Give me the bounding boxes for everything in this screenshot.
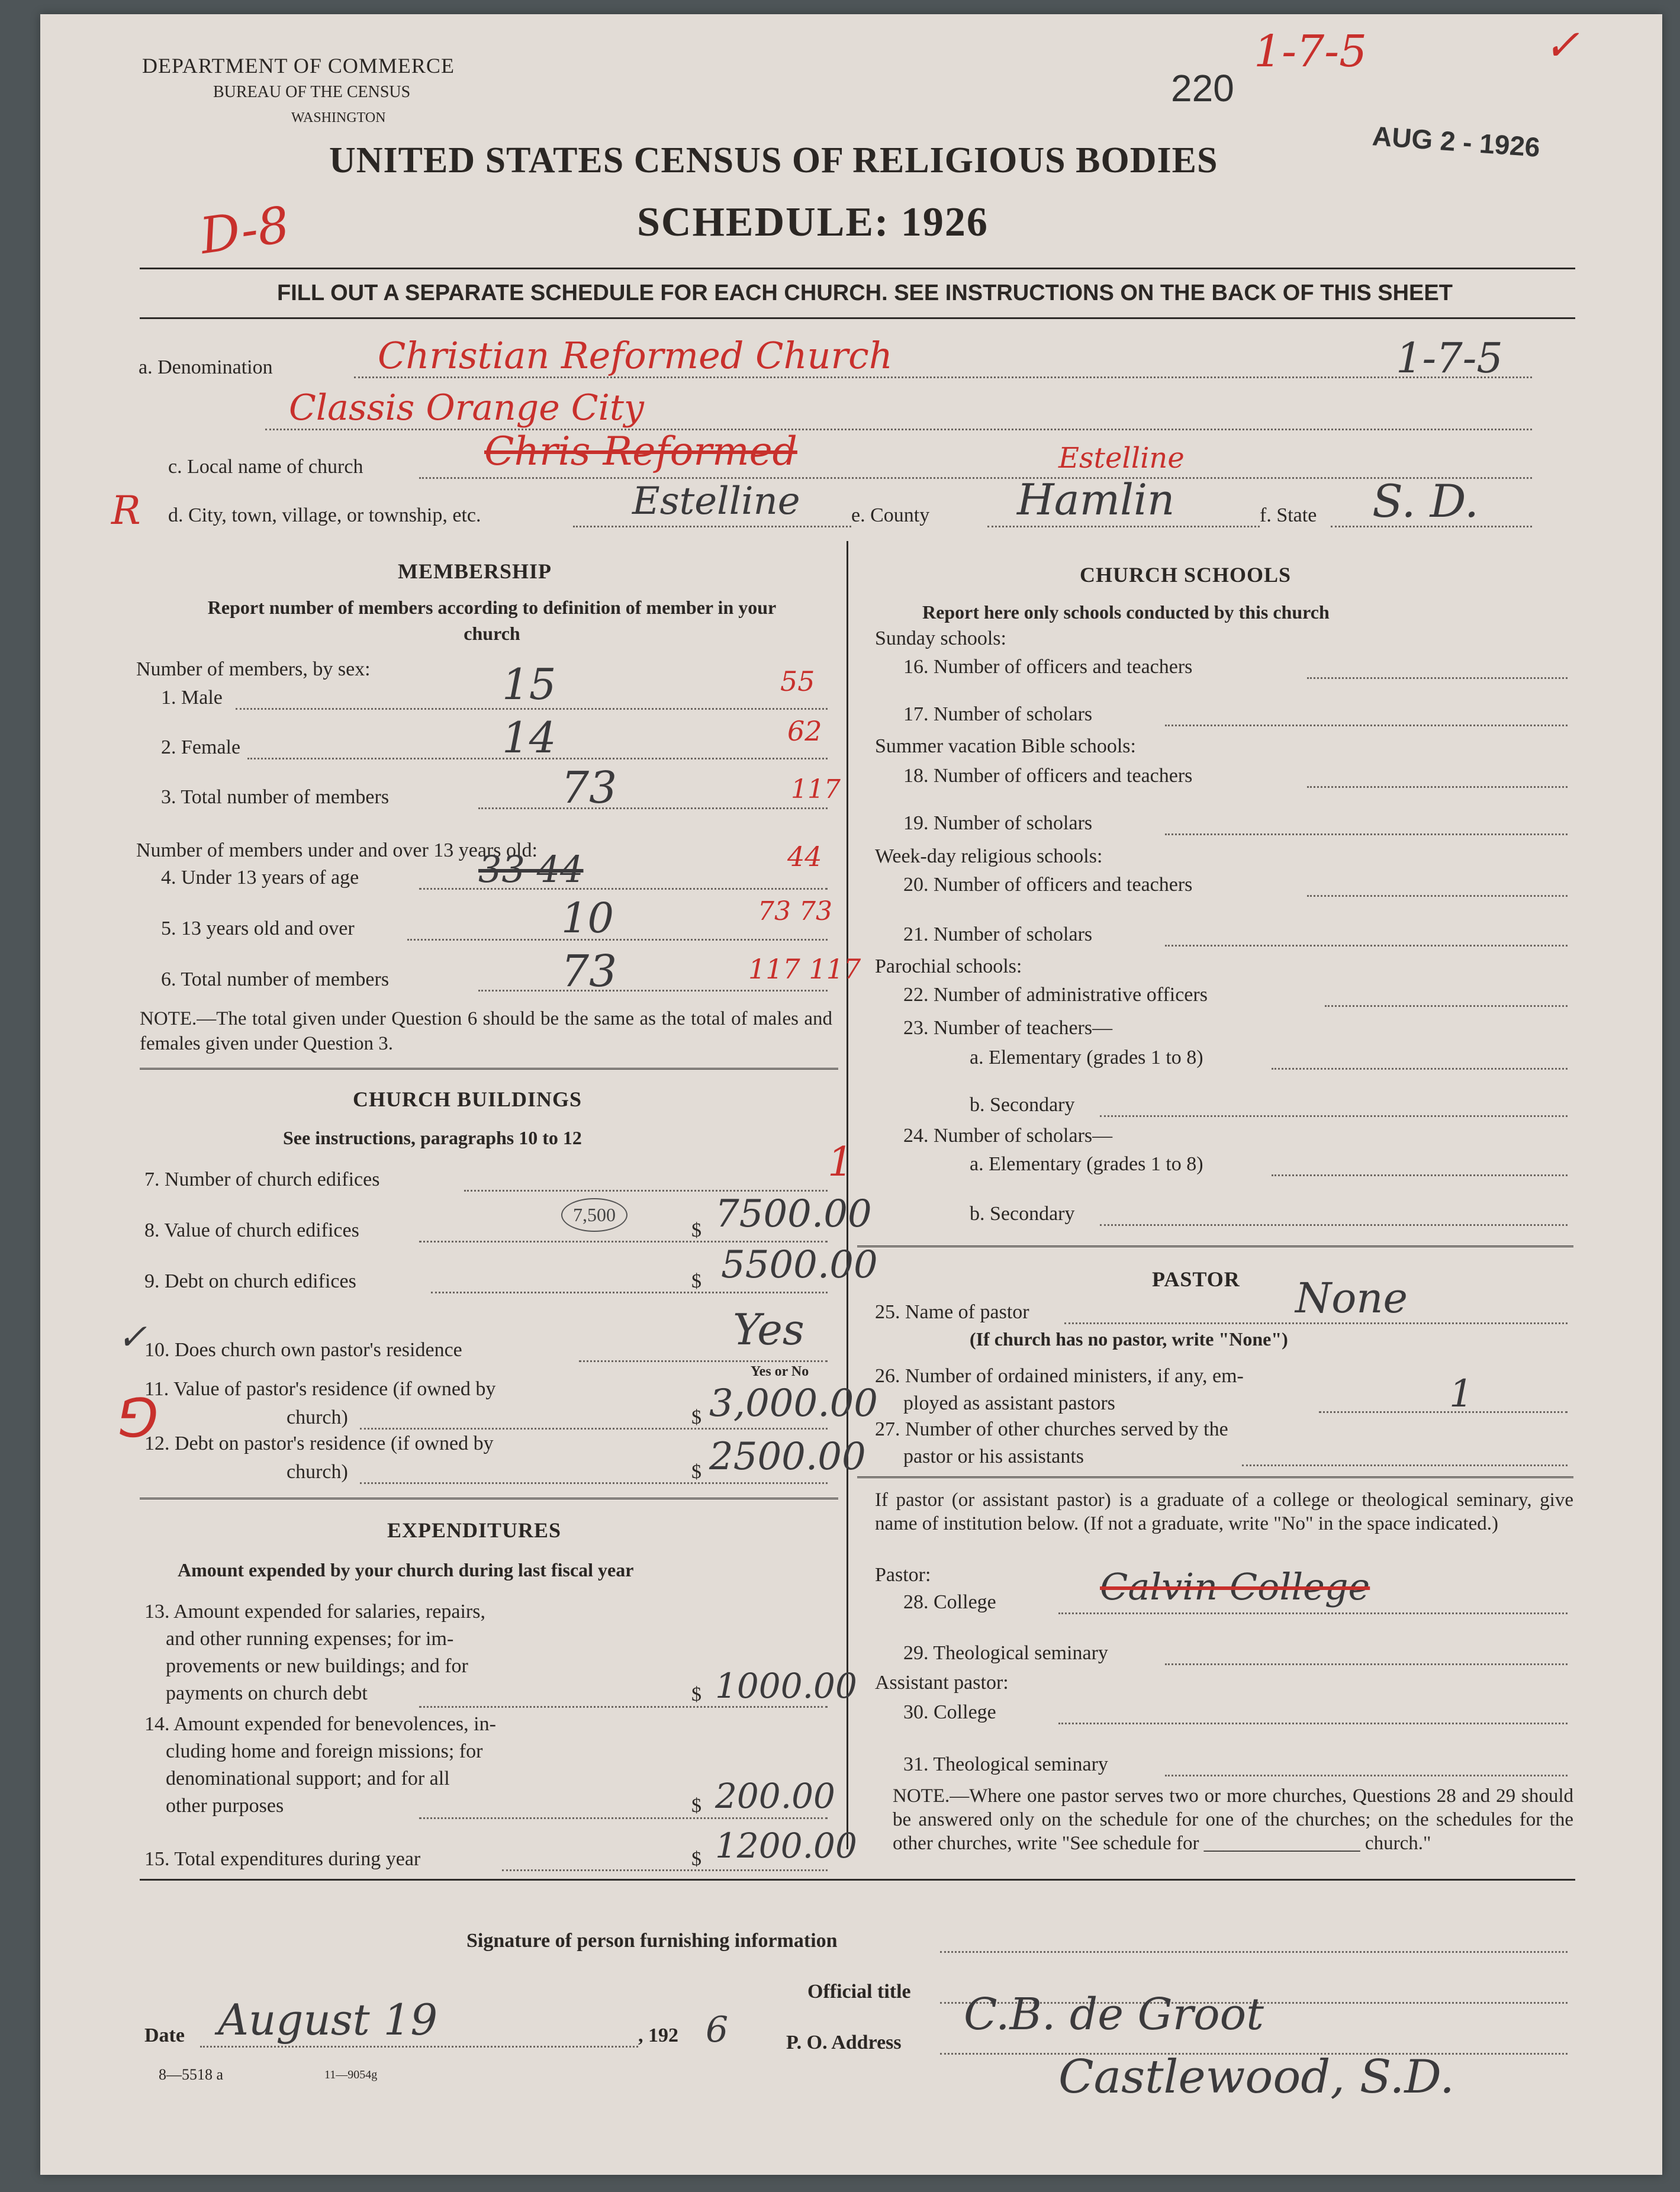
q4-label: 4. Under 13 years of age (161, 867, 359, 889)
expenditures-sub: Amount expended by your church during last fiscal year (178, 1559, 634, 1581)
local-name-label: c. Local name of church (168, 456, 363, 478)
schools-sub: Report here only schools conducted by this church (922, 601, 1330, 623)
denomination-label: a. Denomination (139, 356, 273, 378)
q11-value[interactable]: 3,000.00 (709, 1382, 878, 1425)
q14-line-3: denominational support; and for all (166, 1768, 450, 1789)
red-check-top: ✓ (1544, 20, 1580, 70)
city-heading: WASHINGTON (291, 110, 386, 125)
q8-dollar: $ (691, 1219, 701, 1241)
q14-line-4: other purposes (166, 1795, 284, 1817)
membership-sub: Report number of members according to definition of member in your church (207, 597, 777, 644)
q14-line-1: 14. Amount expended for benevolences, in- (144, 1713, 496, 1735)
po-address-value-2[interactable]: Castlewood, S.D. (1058, 2051, 1454, 2104)
members-by-age: Number of members under and over 13 years old: (136, 839, 538, 861)
census-form-sheet (40, 14, 1662, 2175)
q11-label-2: church) (287, 1406, 348, 1428)
header-rule-bottom (140, 317, 1575, 319)
q23a-label: a. Elementary (grades 1 to 8) (970, 1047, 1203, 1068)
date-label: Date (144, 2024, 185, 2046)
signature-label: Signature of person furnishing information (466, 1930, 838, 1952)
q3-red: 117 (791, 774, 841, 804)
q26-block (875, 1363, 1244, 1417)
q7-value[interactable]: 1 (828, 1139, 854, 1186)
denomination-code: 1-7-5 (1396, 334, 1503, 382)
q11-dollar: $ (691, 1406, 701, 1428)
bureau-heading: BUREAU OF THE CENSUS (213, 83, 411, 101)
q27-block (875, 1416, 1228, 1470)
q11-label: 11. Value of pastor's residence (if owned by (144, 1378, 496, 1400)
q13-line-4: payments on church debt (166, 1682, 368, 1704)
q25-hint: (If church has no pastor, write "None") (970, 1328, 1288, 1350)
q31-label: 31. Theological seminary (903, 1753, 1108, 1775)
city-label: d. City, town, village, or township, etc. (168, 504, 481, 526)
buildings-sub: See instructions, paragraphs 10 to 12 (283, 1127, 582, 1148)
q30-label: 30. College (903, 1701, 996, 1723)
q8-label: 8. Value of church edifices (144, 1219, 359, 1241)
form-title: UNITED STATES CENSUS OF RELIGIOUS BODIES (329, 140, 1218, 181)
red-code-top: 1-7-5 (1254, 26, 1367, 77)
q10-hint: Yes or No (751, 1364, 809, 1379)
local-name-value[interactable]: Estelline (1058, 442, 1185, 475)
q14-block (144, 1711, 496, 1820)
q15-dollar: $ (691, 1848, 701, 1870)
members-by-sex: Number of members, by sex: (136, 658, 371, 680)
schedule-title: SCHEDULE: 1926 (637, 199, 989, 245)
q18-label: 18. Number of officers and teachers (903, 765, 1193, 787)
city-value[interactable]: Estelline (632, 479, 800, 523)
q3-label: 3. Total number of members (161, 786, 390, 808)
q1-label: 1. Male (161, 687, 223, 709)
denomination-value[interactable]: Christian Reformed Church (378, 334, 893, 377)
q13-line-3: provements or new buildings; and for (166, 1655, 468, 1677)
q24-label: 24. Number of scholars— (903, 1125, 1113, 1147)
q8-value[interactable]: 7500.00 (715, 1192, 872, 1236)
q12-label: 12. Debt on pastor's residence (if owned by (144, 1433, 494, 1454)
year-digit[interactable]: 6 (706, 2009, 729, 2051)
weekday-schools-label: Week-day religious schools: (875, 845, 1103, 867)
stamp-number: 220 (1171, 67, 1234, 110)
assistant-pastor-label: Assistant pastor: (875, 1672, 1009, 1694)
sunday-schools-label: Sunday schools: (875, 627, 1006, 649)
q4-red: 44 (787, 841, 822, 873)
q6-value[interactable]: 73 (561, 946, 617, 997)
q25-label: 25. Name of pastor (875, 1301, 1029, 1323)
q13-value[interactable]: 1000.00 (715, 1666, 857, 1706)
q15-label: 15. Total expenditures during year (144, 1848, 421, 1870)
q24b-label: b. Secondary (970, 1203, 1075, 1225)
q15-value[interactable]: 1200.00 (715, 1826, 857, 1866)
q13-line-1: 13. Amount expended for salaries, repairs, (144, 1601, 485, 1623)
po-address-label: P. O. Address (786, 2032, 902, 2053)
red-code-left: D-8 (196, 195, 293, 266)
q29-label: 29. Theological seminary (903, 1642, 1108, 1664)
q26-line-2: ployed as assistant pastors (903, 1392, 1115, 1414)
print-number: 11—9054g (324, 2068, 378, 2081)
q12-dollar: $ (691, 1461, 701, 1483)
q27-line-1: 27. Number of other churches served by the (875, 1418, 1228, 1440)
q28-value[interactable]: Calvin College (1100, 1565, 1370, 1608)
q21-label: 21. Number of scholars (903, 923, 1093, 945)
county-value[interactable]: Hamlin (1017, 475, 1175, 524)
q19-label: 19. Number of scholars (903, 812, 1093, 834)
q9-label: 9. Debt on church edifices (144, 1270, 356, 1292)
q13-dollar: $ (691, 1684, 701, 1705)
po-address-value[interactable]: C.B. de Groot (964, 1989, 1264, 2040)
q16-label: 16. Number of officers and teachers (903, 656, 1193, 678)
state-value[interactable]: S. D. (1372, 475, 1479, 527)
pastor-heading: PASTOR (1152, 1267, 1240, 1291)
q5-label: 5. 13 years old and over (161, 918, 355, 939)
local-name-struck: Chris Reformed (484, 429, 797, 474)
margin-mark-r: R (111, 488, 141, 533)
department-heading: DEPARTMENT OF COMMERCE (142, 54, 455, 78)
q5-red: 73 73 (758, 896, 832, 926)
q2-red: 62 (787, 715, 822, 747)
q12-label-2: church) (287, 1461, 348, 1483)
q10-value[interactable]: Yes (733, 1305, 804, 1354)
official-title-label: Official title (807, 1981, 911, 2003)
summer-schools-label: Summer vacation Bible schools: (875, 735, 1136, 757)
margin-red-mark: ⅁ (117, 1388, 159, 1450)
q24a-label: a. Elementary (grades 1 to 8) (970, 1153, 1203, 1175)
q5-value[interactable]: 10 (561, 894, 614, 942)
expenditures-heading: EXPENDITURES (387, 1518, 562, 1542)
q22-label: 22. Number of administrative officers (903, 984, 1208, 1006)
q14-value[interactable]: 200.00 (715, 1776, 835, 1816)
state-label: f. State (1260, 504, 1317, 526)
q2-label: 2. Female (161, 736, 241, 758)
classis-value[interactable]: Classis Orange City (289, 387, 644, 429)
q23-label: 23. Number of teachers— (903, 1017, 1113, 1039)
received-date-stamp: AUG 2 - 1926 (1371, 120, 1541, 163)
q9-value[interactable]: 5500.00 (721, 1243, 878, 1287)
header-rule-top (140, 268, 1575, 269)
q14-dollar: $ (691, 1795, 701, 1817)
q1-value[interactable]: 15 (502, 659, 556, 709)
pastor-label: Pastor: (875, 1564, 931, 1586)
q26-line-1: 26. Number of ordained ministers, if any, em- (875, 1365, 1244, 1387)
q26-value[interactable]: 1 (1449, 1372, 1473, 1416)
q6-red: 117 117 (748, 953, 861, 985)
graduate-note: If pastor (or assistant pastor) is a graduate of a college or theological seminary, give name of institution below. (If not a graduate, write "No" in the space indicated.) (875, 1489, 1573, 1534)
q28-label: 28. College (903, 1591, 996, 1613)
q23b-label: b. Secondary (970, 1094, 1075, 1116)
membership-note: NOTE.—The total given under Question 6 should be the same as the total of males and females given under Question 3. (140, 1008, 832, 1054)
q1-red: 55 (780, 665, 815, 697)
q10-label: 10. Does church own pastor's residence (144, 1339, 462, 1361)
q13-line-2: and other running expenses; for im- (166, 1628, 454, 1650)
q3-value[interactable]: 73 (561, 762, 617, 813)
q4-value[interactable]: 33 44 (478, 848, 584, 891)
q12-value[interactable]: 2500.00 (709, 1435, 866, 1479)
membership-heading: MEMBERSHIP (398, 559, 552, 583)
q20-label: 20. Number of officers and teachers (903, 874, 1193, 896)
pastor-note: NOTE.—Where one pastor serves two or more churches, Questions 28 and 29 should be answered only on the schedule for one of the churches; on the schedules for the other churches, write "See schedule for ________________ church." (893, 1785, 1573, 1854)
margin-check-mark: ✓ (117, 1317, 147, 1358)
year-prefix: , 192 (638, 2024, 678, 2046)
form-number: 8—5518 a (159, 2066, 224, 2083)
q7-label: 7. Number of church edifices (144, 1169, 380, 1190)
schools-heading: CHURCH SCHOOLS (1080, 563, 1292, 587)
q27-line-2: pastor or his assistants (903, 1446, 1084, 1467)
q13-block (144, 1598, 485, 1707)
parochial-schools-label: Parochial schools: (875, 955, 1022, 977)
q25-value[interactable]: None (1295, 1274, 1408, 1322)
buildings-heading: CHURCH BUILDINGS (353, 1087, 582, 1111)
q8-circled-note: 7,500 (561, 1198, 627, 1232)
date-value[interactable]: August 19 (218, 1995, 438, 2045)
instruction-bar: FILL OUT A SEPARATE SCHEDULE FOR EACH CHURCH. SEE INSTRUCTIONS ON THE BACK OF THIS SHEET (277, 281, 1453, 305)
q17-label: 17. Number of scholars (903, 703, 1093, 725)
q14-line-2: cluding home and foreign missions; for (166, 1740, 483, 1762)
q9-dollar: $ (691, 1270, 701, 1292)
q2-value[interactable]: 14 (502, 713, 556, 762)
q6-label: 6. Total number of members (161, 968, 390, 990)
county-label: e. County (851, 504, 930, 526)
